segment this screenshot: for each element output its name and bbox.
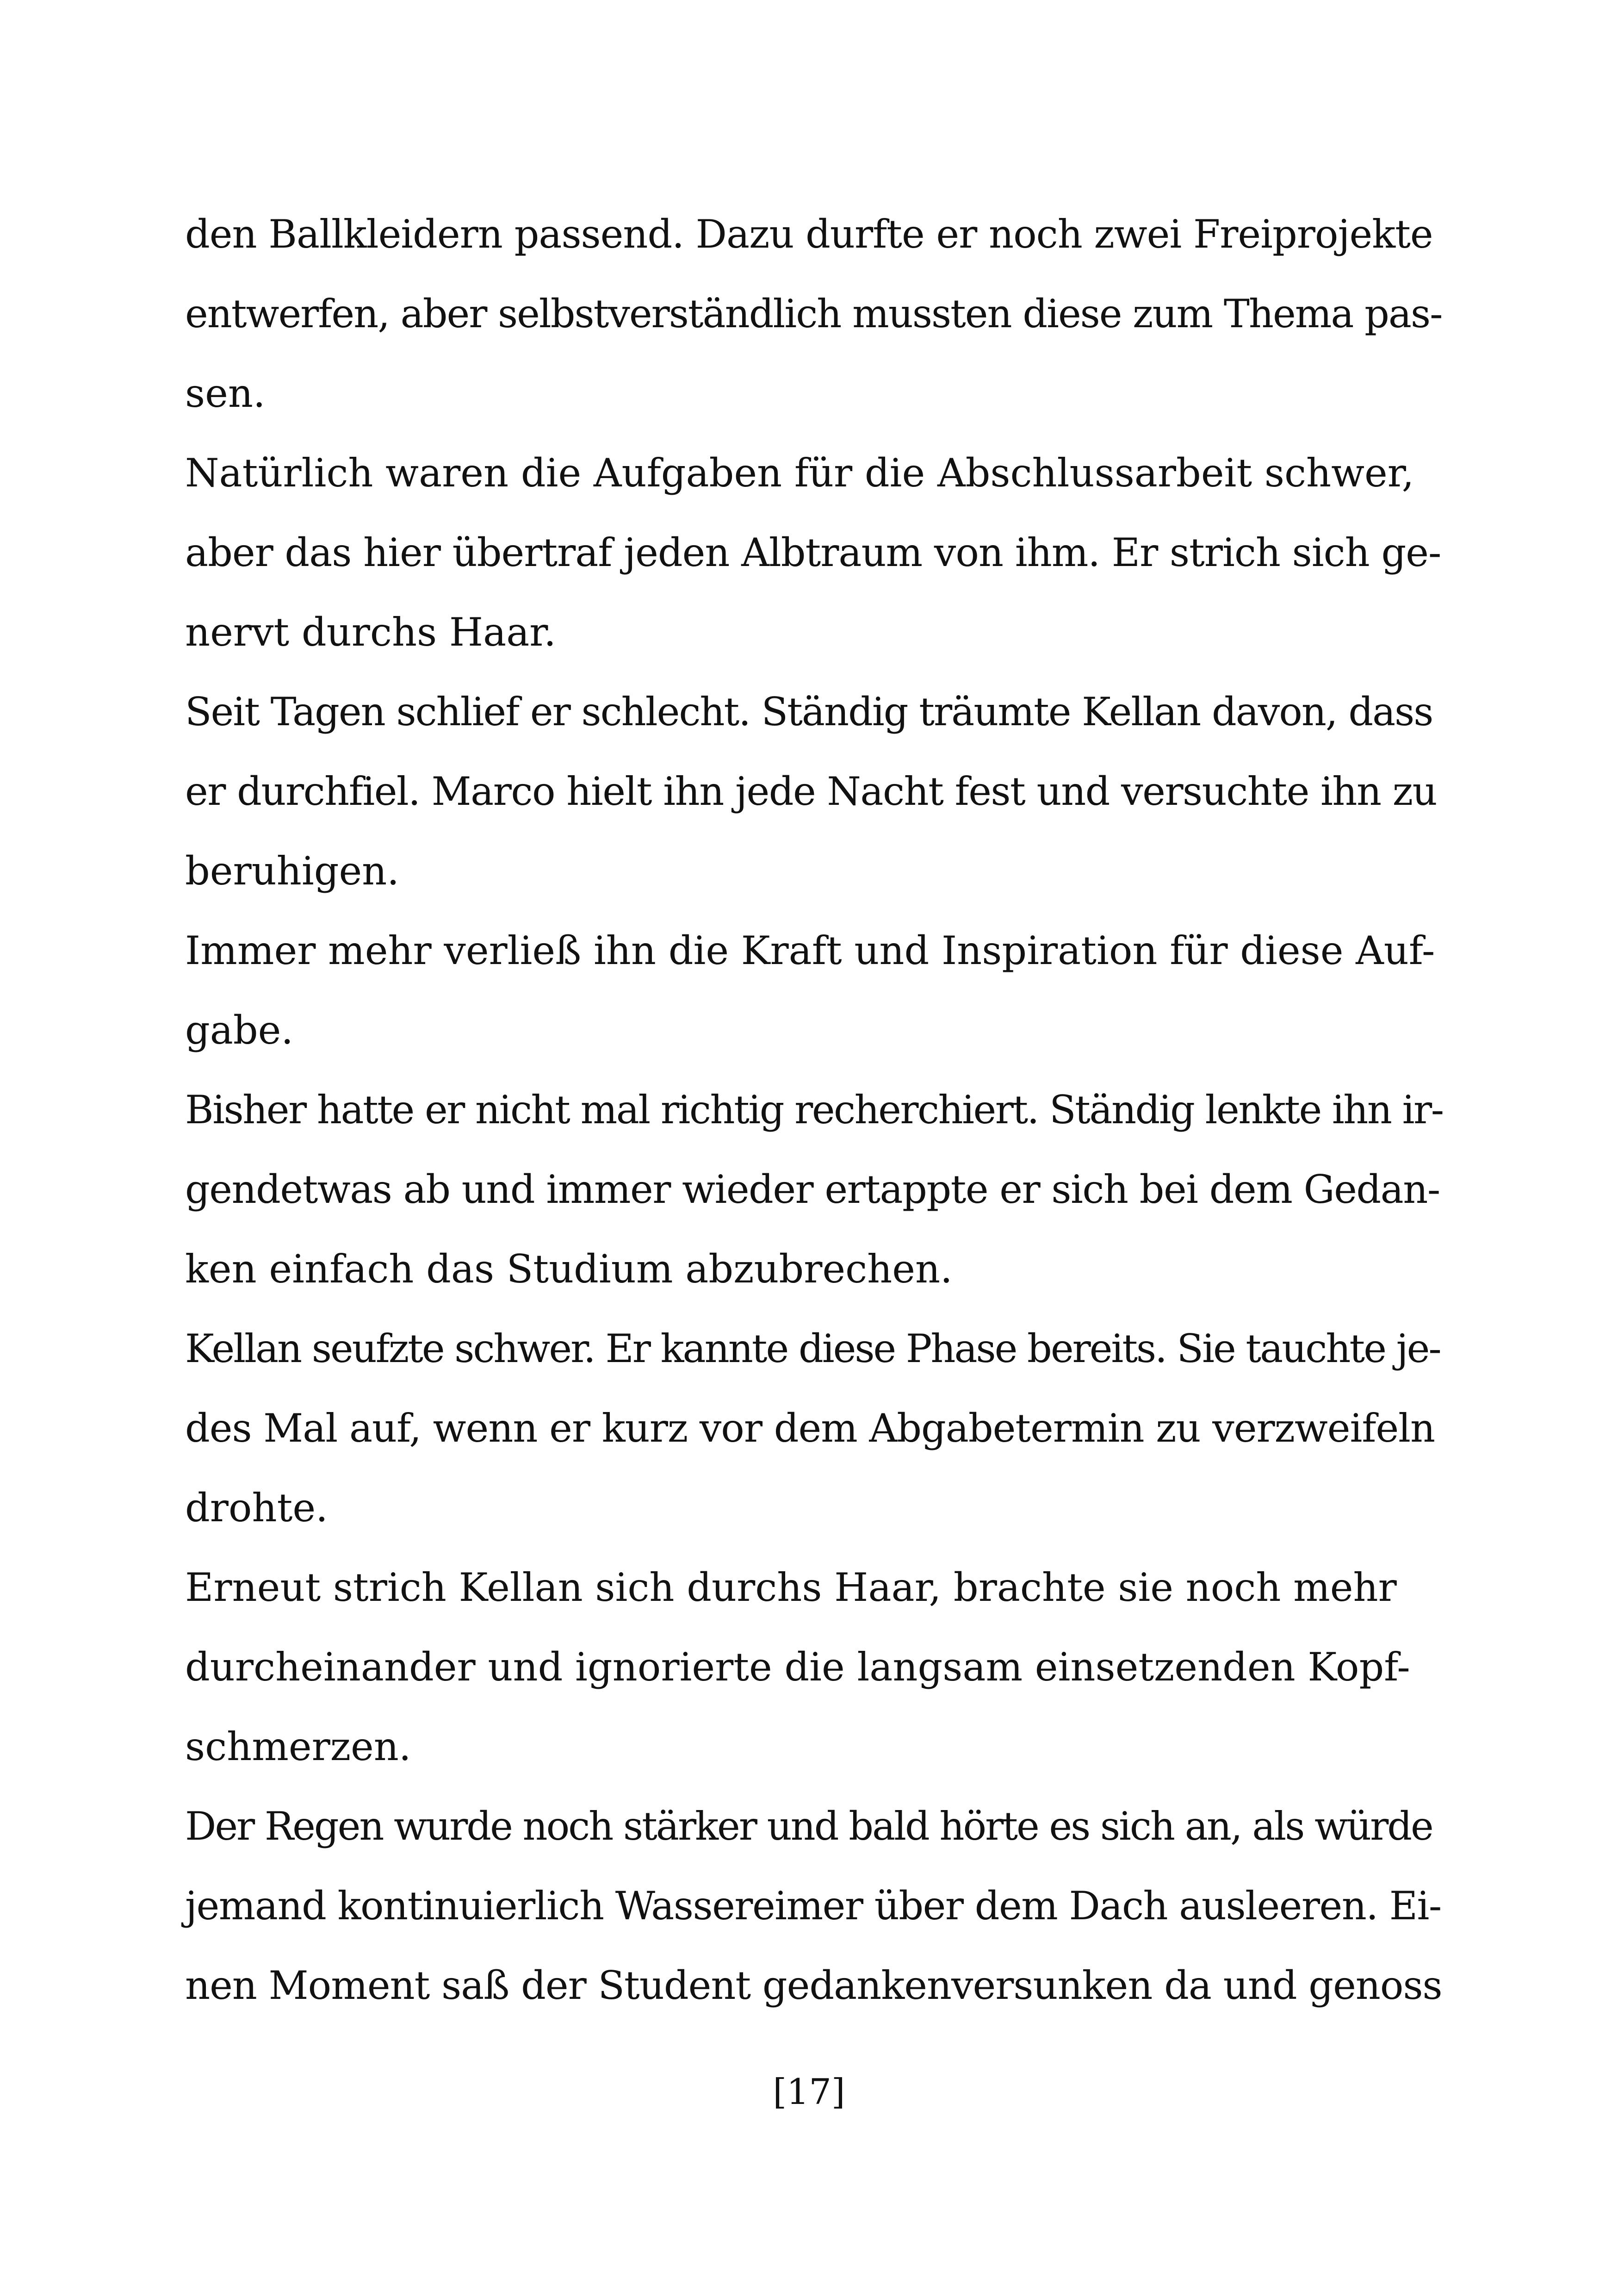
text-line: den Ballkleidern passend. Dazu durfte er noch zwei Freiprojekte: [185, 212, 1433, 257]
text-line: schmerzen.: [185, 1724, 411, 1769]
text-line: nervt durchs Haar.: [185, 610, 556, 655]
text-line: gendetwas ab und immer wieder ertappte er sich bei dem Gedan-: [185, 1167, 1440, 1212]
text-line: entwerfen, aber selbstverständlich mussten diese zum Thema pas-: [185, 291, 1442, 336]
text-line: ken einfach das Studium abzubrechen.: [185, 1246, 953, 1292]
text-line: Der Regen wurde noch stärker und bald hörte es sich an, als würde: [185, 1804, 1432, 1849]
text-line: Erneut strich Kellan sich durchs Haar, brachte sie noch mehr: [185, 1565, 1397, 1610]
text-line: Natürlich waren die Aufgaben für die Abschlussarbeit schwer,: [185, 450, 1414, 496]
text-line: nen Moment saß der Student gedankenversunken da und genoss: [185, 1963, 1442, 2008]
text-line: beruhigen.: [185, 848, 399, 894]
text-line: gabe.: [185, 1008, 294, 1053]
text-line: Immer mehr verließ ihn die Kraft und Inspiration für diese Auf-: [185, 928, 1435, 973]
text-line: durcheinander und ignorierte die langsam einsetzenden Kopf-: [185, 1644, 1410, 1690]
text-line: sen.: [185, 371, 266, 416]
text-line: aber das hier übertraf jeden Albtraum von ihm. Er strich sich ge-: [185, 530, 1441, 575]
body-text: [185, 194, 1444, 2025]
text-line: drohte.: [185, 1485, 328, 1531]
text-line: Bisher hatte er nicht mal richtig recherchiert. Ständig lenkte ihn ir-: [185, 1087, 1443, 1132]
text-line: des Mal auf, wenn er kurz vor dem Abgabetermin zu verzweifeln: [185, 1406, 1435, 1451]
page-number: [17]: [773, 2071, 845, 2112]
text-line: er durchfiel. Marco hielt ihn jede Nacht fest und versuchte ihn zu: [185, 769, 1437, 814]
text-line: Seit Tagen schlief er schlecht. Ständig träumte Kellan davon, dass: [185, 689, 1433, 734]
text-line: jemand kontinuierlich Wassereimer über dem Dach ausleeren. Ei-: [185, 1883, 1441, 1929]
text-line: Kellan seufzte schwer. Er kannte diese Phase bereits. Sie tauchte je-: [185, 1326, 1440, 1371]
